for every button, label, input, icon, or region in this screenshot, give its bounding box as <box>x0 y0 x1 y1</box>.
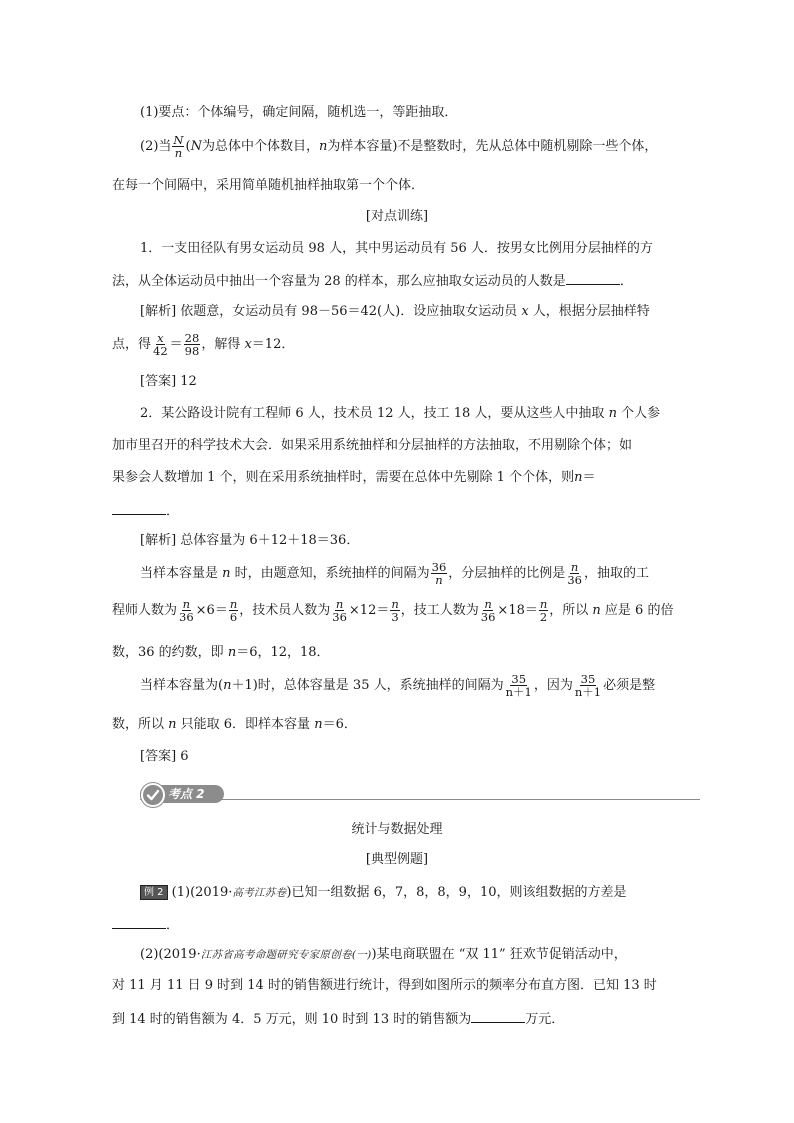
question-2-line4: ． <box>112 501 682 521</box>
fraction-28-over-98: $\frac{28}{98}$ <box>184 331 200 358</box>
question-1-line1: 1．一支田径队有男女运动员 98 人，其中男运动员有 56 人．按男女比例用分层抽样的方 <box>140 241 653 256</box>
fraction-n-over-3: $\frac{n}{3}$ <box>391 597 399 624</box>
question-2-line1: 2．某公路设计院有工程师 6 人，技术员 12 人，技工 18 人，要从这些人中抽取 n 个人参 <box>140 406 661 421</box>
analysis-2-line6: 数，所以 n 只能取 6．即样本容量 n＝6． <box>112 717 357 732</box>
analysis-2-line4: 数，36 的约数，即 n＝6，12，18． <box>112 645 330 660</box>
fraction-N-over-n: $\frac{N}{n}$ <box>173 133 184 160</box>
example-2-line1: 例 2 (1)(2019·高考江苏卷)已知一组数据 6，7，8，8，9，10，则该组数据的方差是 <box>140 884 710 902</box>
analysis-1-line2: 点，得 $\frac{x}{42}$ ＝ $\frac{28}{98}$ ，解得 x＝12． <box>112 331 295 358</box>
fraction-36-over-n: $\frac{36}{n}$ <box>431 560 447 587</box>
example-2-line5: 到 14 时的销售额为 4．5 万元，则 10 时到 13 时的销售额为 万元． <box>112 1009 682 1029</box>
answer-2: [答案] 6 <box>140 749 189 764</box>
section-title: 统计与数据处理 <box>351 822 443 837</box>
fraction-n-over-36: $\frac{n}{36}$ <box>480 597 496 624</box>
fraction-35-over-n-plus-1: $\frac{35}{n+1}$ <box>574 672 602 699</box>
analysis-1-line1: [解析] 依题意，女运动员有 98－56＝42(人)．设应抽取女运动员 x 人，根据分层抽样特 <box>140 304 650 319</box>
point-1: (1)要点：个体编号，确定间隔，随机选一，等距抽取． <box>140 105 458 120</box>
example-2-line4: 对 11 月 11 日 9 时到 14 时的销售额进行统计，得到如图所示的频率分布直方图．已知 13 时 <box>112 978 657 993</box>
answer-blank <box>112 501 166 515</box>
analysis-2-line1: [解析] 总体容量为 6＋12＋18＝36． <box>140 533 360 548</box>
section-subtitle: [典型例题] <box>365 852 429 867</box>
fraction-x-over-42: $\frac{x}{42}$ <box>153 331 168 358</box>
analysis-2-line5: 当样本容量为(n＋1)时，总体容量是 35 人，系统抽样的间隔为 $\frac{35}{n+1}$ ，因为 $\frac{35}{n+1}$ 必须是整 <box>140 672 656 699</box>
answer-1: [答案] 12 <box>140 374 197 389</box>
check-icon <box>141 783 165 807</box>
analysis-2-line3: 程师人数为 $\frac{n}{36}$ ×6＝ $\frac{n}{6}$ ，技术员人数为 $\frac{n}{36}$ ×12＝ $\frac{n}{3}$ ，技工人数为 $\frac{n}{36}$ ×18＝ $\frac{n}{2}$ ，所以 n 应是 6 的倍 <box>112 597 674 624</box>
answer-blank <box>112 915 166 929</box>
question-1-line2: 法，从全体运动员中抽出一个容量为 28 的样本，那么应抽取女运动员的人数是 ． <box>112 271 682 291</box>
section-heading-training: [对点训练] <box>365 209 429 224</box>
point-2-line1: (2)当 $\frac{N}{n}$ (N为总体中个体数目，n为样本容量)不是整数时，先从总体中随机剔除一些个体， <box>140 133 658 160</box>
answer-blank <box>471 1009 525 1023</box>
fraction-n-over-36: $\frac{n}{36}$ <box>332 597 347 624</box>
example-2-line2: ． <box>112 915 682 935</box>
fraction-n-over-36: $\frac{n}{36}$ <box>179 597 194 624</box>
fraction-35-over-n-plus-1: $\frac{35}{n+1}$ <box>505 672 532 699</box>
kaodian-label: 考点 2 <box>168 787 205 801</box>
divider-line <box>140 799 700 800</box>
question-2-line3: 果参会人数增加 1 个，则在采用系统抽样时，需要在总体中先剔除 1 个个体，则n＝ <box>112 470 596 485</box>
analysis-2-line2: 当样本容量是 n 时，由题意知，系统抽样的间隔为 $\frac{36}{n}$ ，分层抽样的比例是 $\frac{n}{36}$ ，抽取的工 <box>140 560 649 587</box>
answer-blank <box>566 271 620 285</box>
kaodian-banner <box>140 783 700 805</box>
question-2-line2: 加市里召开的科学技术大会．如果采用系统抽样和分层抽样的方法抽取，不用剔除个体；如 <box>112 438 633 453</box>
fraction-n-over-6: $\frac{n}{6}$ <box>229 597 238 624</box>
example-2-line3: (2)(2019·江苏省高考命题研究专家原创卷(一))某电商联盟在 “双 11” 狂欢节促销活动中， <box>140 947 627 962</box>
fraction-n-over-36: $\frac{n}{36}$ <box>567 560 582 587</box>
fraction-n-over-2: $\frac{n}{2}$ <box>539 597 548 624</box>
point-2-line2: 在每一个间隔中，采用简单随机抽样抽取第一个个体． <box>112 178 425 193</box>
example-badge: 例 2 <box>140 885 168 900</box>
